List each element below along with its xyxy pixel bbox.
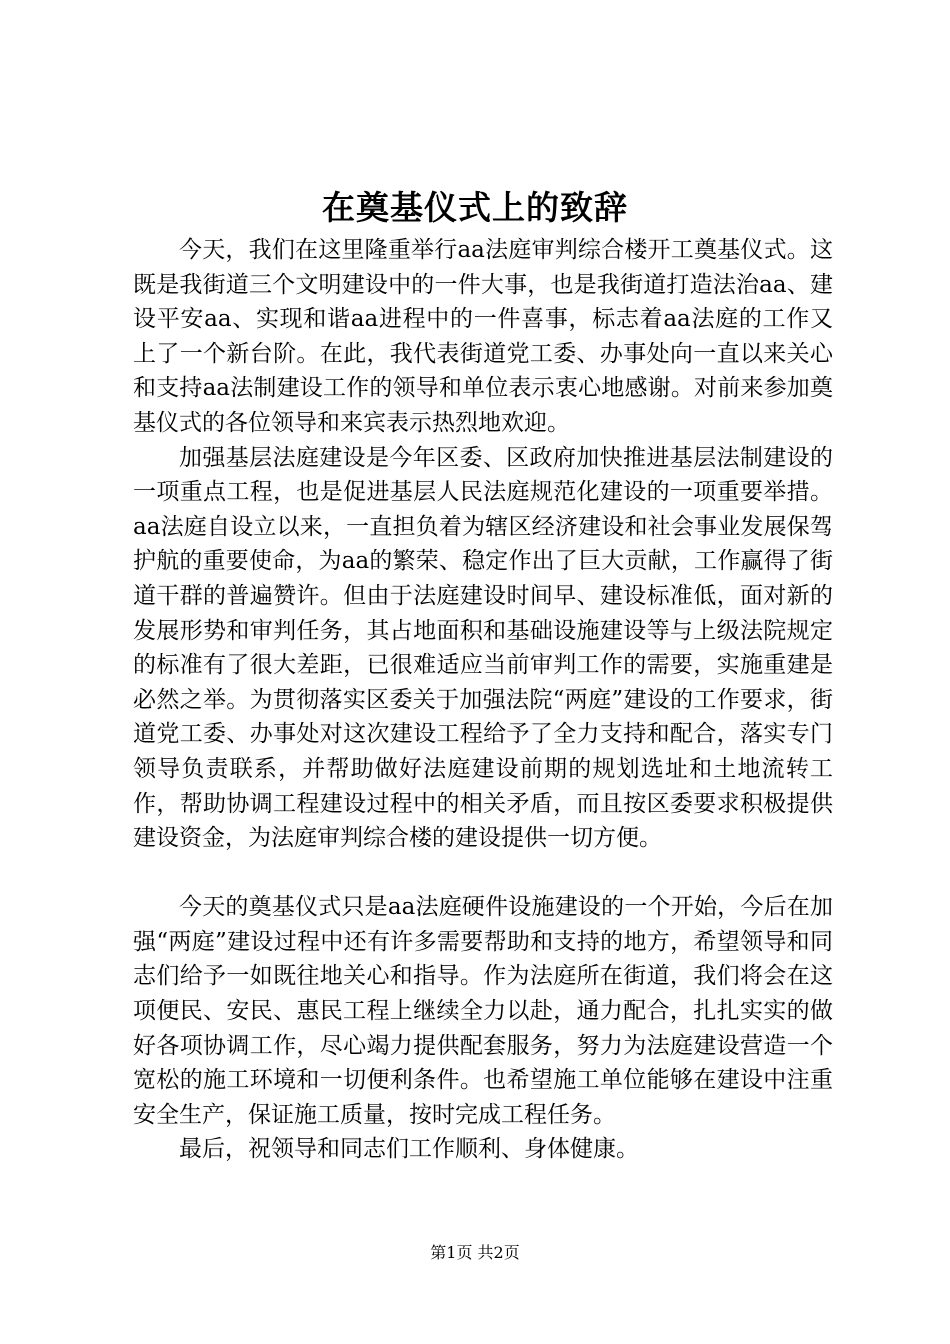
paragraph-opening: 今天，我们在这里隆重举行aa法庭审判综合楼开工奠基仪式。这既是我街道三个文明建设中的一件大事，也是我街道打造法治aa、建设平安aa、实现和谐aa进程中的一件喜事，标志着aa法庭的工作又上了一个新台阶。在此，我代表街道党工委、办事处向一直以来关心和支持aa法制建设工作的领导和单位表示衷心地感谢。对前来参加奠基仪式的各位领导和来宾表示热烈地欢迎。: [133, 237, 833, 436]
paragraph-closing: 最后，祝领导和同志们工作顺利、身体健康。: [179, 1136, 639, 1163]
paragraph-court-construction: 加强基层法庭建设是今年区委、区政府加快推进基层法制建设的一项重点工程，也是促进基层人民法庭规范化建设的一项重要举措。aa法庭自设立以来，一直担负着为辖区经济建设和社会事业发展保驾护航的重要使命，为aa的繁荣、稳定作出了巨大贡献，工作赢得了街道干群的普遍赞许。但由于法庭建设时间早、建设标准低，面对新的发展形势和审判任务，其占地面积和基础设施建设等与上级法院规定的标准有了很大差距，已很难适应当前审判工作的需要，实施重建是必然之举。为贯彻落实区委关于加强法院“两庭”建设的工作要求，街道党工委、办事处对这次建设工程给予了全力支持和配合，落实专门领导负责联系，并帮助做好法庭建设前期的规划选址和土地流转工作，帮助协调工程建设过程中的相关矛盾，而且按区委要求积极提供建设资金，为法庭审判综合楼的建设提供一切方便。: [133, 444, 833, 852]
paragraph-future-support: 今天的奠基仪式只是aa法庭硬件设施建设的一个开始，今后在加强“两庭”建设过程中还有许多需要帮助和支持的地方，希望领导和同志们给予一如既往地关心和指导。作为法庭所在街道，我们将会在这项便民、安民、惠民工程上继续全力以赴，通力配合，扎扎实实的做好各项协调工作，尽心竭力提供配套服务，努力为法庭建设营造一个宽松的施工环境和一切便利条件。也希望施工单位能够在建设中注重安全生产，保证施工质量，按时完成工程任务。: [133, 894, 833, 1128]
document-title: 在奠基仪式上的致辞: [322, 188, 628, 227]
document-body: [133, 233, 833, 1167]
page-number-footer: 第1页 共2页: [430, 1243, 520, 1262]
